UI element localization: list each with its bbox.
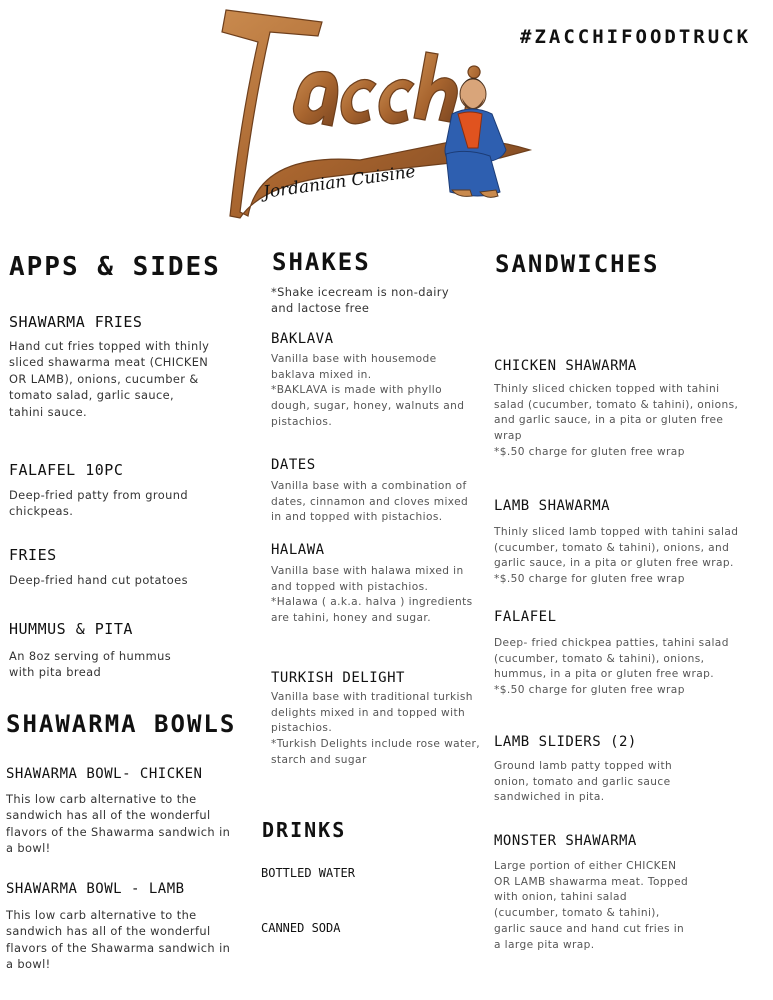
section-title-drinks: DRINKS <box>262 818 347 842</box>
item-name-chicken-shawarma: CHICKEN SHAWARMA <box>494 358 637 374</box>
item-name-bowl-chicken: SHAWARMA BOWL- CHICKEN <box>6 766 203 782</box>
item-name-bottled-water: BOTTLED WATER <box>261 866 355 880</box>
item-name-turkish-delight-shake: TURKISH DELIGHT <box>271 670 405 686</box>
item-desc-turkish-delight-shake: Vanilla base with traditional turkish delights mixed in and topped with pistachios. *Turkish Delights include rose water, starch and sugar <box>271 691 481 766</box>
item-desc-chicken-shawarma: Thinly sliced chicken topped with tahini salad (cucumber, tomato & tahini), onions, and garlic sauce, in a pita or gluten free wrap *$.50 charge for gluten free wrap <box>494 383 739 458</box>
section-title-apps-sides: APPS & SIDES <box>9 252 221 282</box>
item-desc-falafel-sandwich: Deep- fried chickpea patties, tahini salad (cucumber, tomato & tahini), onions, hummus, in a pita or gluten free wrap. *$.50 charge for gluten free wrap <box>494 637 729 697</box>
zacchi-logo <box>200 2 570 224</box>
item-name-falafel-10pc: FALAFEL 10PC <box>9 461 124 479</box>
item-name-monster-shawarma: MONSTER SHAWARMA <box>494 833 637 849</box>
section-title-sandwiches: SANDWICHES <box>495 250 660 278</box>
item-name-fries: FRIES <box>9 546 57 564</box>
item-name-dates-shake: DATES <box>271 457 316 473</box>
item-desc-monster-shawarma: Large portion of either CHICKEN OR LAMB shawarma meat. Topped with onion, tahini salad (cucumber, tomato & tahini), garlic sauce and hand cut fries in a large pita wrap. <box>494 860 689 951</box>
item-desc-bowl-lamb: This low carb alternative to the sandwich has all of the wonderful flavors of the Shawarma sandwich in a bowl! <box>6 908 231 972</box>
item-desc-fries: Deep-fried hand cut potatoes <box>9 573 188 587</box>
item-desc-lamb-shawarma: Thinly sliced lamb topped with tahini salad (cucumber, tomato & tahini), onions, and garlic sauce, in a pita or gluten free wrap. *$.50 charge for gluten free wrap <box>494 526 739 586</box>
item-desc-baklava-shake: Vanilla base with housemode baklava mixed in. *BAKLAVA is made with phyllo dough, sugar, honey, walnuts and pistachios. <box>271 353 465 428</box>
item-desc-falafel-10pc: Deep-fried patty from ground chickpeas. <box>9 488 188 519</box>
section-title-shawarma-bowls: SHAWARMA BOWLS <box>6 710 237 738</box>
item-name-falafel-sandwich: FALAFEL <box>494 609 557 625</box>
hashtag: #ZACCHIFOODTRUCK <box>520 26 752 48</box>
item-name-bowl-lamb: SHAWARMA BOWL - LAMB <box>6 881 185 897</box>
item-name-hummus-pita: HUMMUS & PITA <box>9 620 133 638</box>
item-name-lamb-sliders: LAMB SLIDERS (2) <box>494 734 637 750</box>
shakes-note: *Shake icecream is non-dairy and lactose free <box>271 285 450 316</box>
item-desc-halawa-shake: Vanilla base with halawa mixed in and topped with pistachios. *Halawa ( a.k.a. halva ) ingredients are tahini, honey and sugar. <box>271 565 473 625</box>
item-name-baklava-shake: BAKLAVA <box>271 331 334 347</box>
item-desc-hummus-pita: An 8oz serving of hummus with pita bread <box>9 649 172 680</box>
item-name-shawarma-fries: SHAWARMA FRIES <box>9 313 143 331</box>
logo-subtitle: Jordanian Cuisine <box>261 161 417 203</box>
item-name-canned-soda: CANNED SODA <box>261 921 341 935</box>
item-desc-bowl-chicken: This low carb alternative to the sandwich has all of the wonderful flavors of the Shawarma sandwich in a bowl! <box>6 792 231 856</box>
item-name-lamb-shawarma: LAMB SHAWARMA <box>494 498 611 514</box>
item-name-halawa-shake: HALAWA <box>271 542 325 558</box>
item-desc-lamb-sliders: Ground lamb patty topped with onion, tomato and garlic sauce sandwiched in pita. <box>494 760 673 804</box>
section-title-shakes: SHAKES <box>272 248 371 276</box>
item-desc-shawarma-fries: Hand cut fries topped with thinly sliced shawarma meat (CHICKEN OR LAMB), onions, cucumber & tomato salad, garlic sauce, tahini sauce. <box>9 339 210 419</box>
item-desc-dates-shake: Vanilla base with a combination of dates, cinnamon and cloves mixed in and topped with pistachios. <box>271 480 469 524</box>
